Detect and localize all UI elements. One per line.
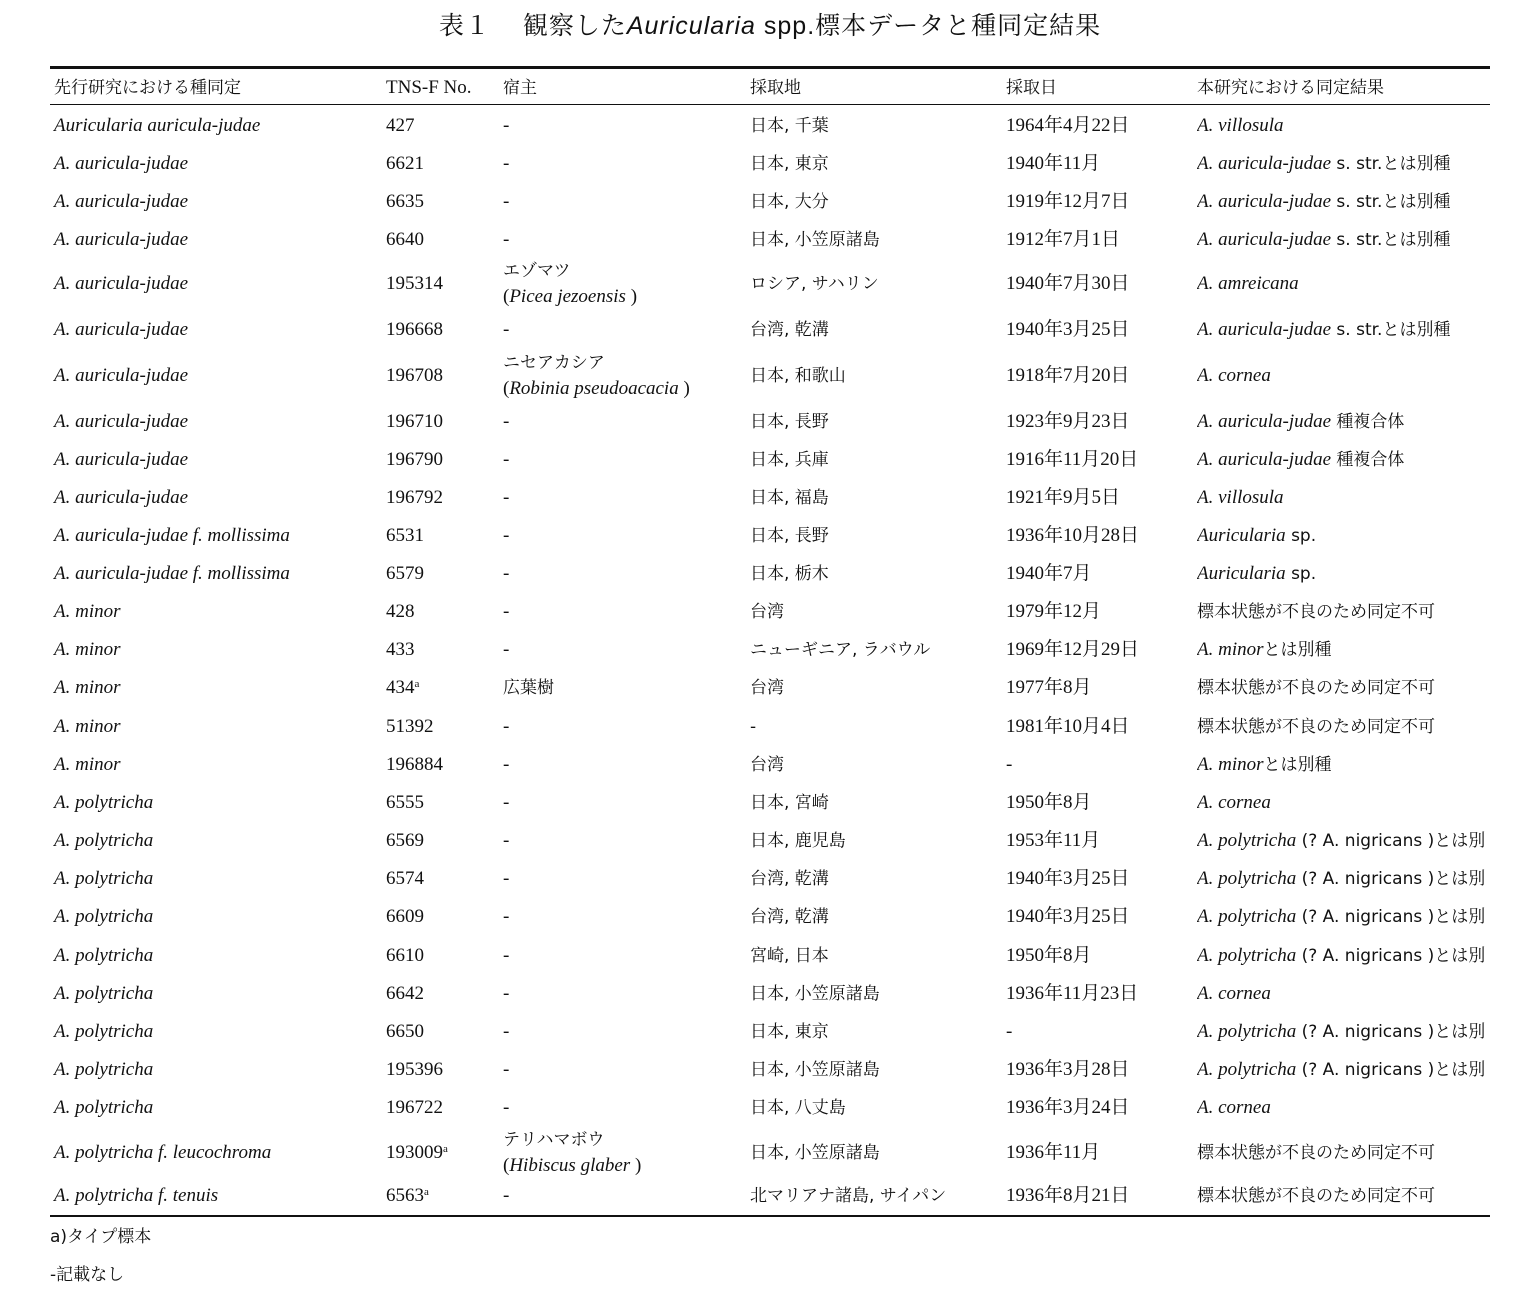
host-name: - [503,1021,510,1042]
tns-number-value: 196792 [386,487,443,508]
collection-date: 1950年8月 [1006,945,1092,966]
host-name: - [503,639,510,660]
identification-result [1197,676,1490,700]
tns-number [386,600,415,624]
prev-identification: A. auricula-judae f. mollissima [54,525,290,546]
tns-number [386,753,443,777]
collection-date: 1969年12月29日 [1006,639,1140,660]
tns-number [386,905,424,929]
identification-result [1197,1020,1490,1044]
locality: - [750,717,757,737]
prev-identification: A. minor [54,601,121,622]
host-name: - [503,868,510,889]
tns-number-value: 6635 [386,191,424,212]
result-note: s. str.とは別種 [1331,192,1451,212]
header-date: 採取日 [1006,78,1057,98]
type-specimen-mark: a [424,1186,429,1198]
collection-date: 1916年11月20日 [1006,449,1139,470]
tns-number [386,410,443,434]
paren-open: ( [503,1155,510,1176]
result-taxon: A. polytricha [1197,830,1297,851]
result-taxon: A. auricula-judae [1197,153,1332,174]
paren-close: ) [630,1155,642,1176]
locality: ロシア, サハリン [750,274,879,294]
tns-number [386,486,443,510]
collection-date: 1940年7月30日 [1006,273,1130,294]
tns-number [386,448,443,472]
locality: 台湾, 乾溝 [750,907,829,927]
identification-result [1197,1184,1490,1208]
host-name: - [503,411,510,432]
bottom-rule [50,1215,1490,1217]
locality: 台湾, 乾溝 [750,320,829,340]
prev-identification: A. auricula-judae [54,449,189,470]
tns-number [386,114,415,138]
identification-result [1197,753,1490,777]
host-name: - [503,525,510,546]
collection-date: 1977年8月 [1006,677,1092,698]
tns-number [386,190,424,214]
title-genus: Auricularia [626,12,756,40]
locality: 日本, 和歌山 [750,366,846,386]
host-name: ニセアカシア [503,353,605,373]
locality: 日本, 小笠原諸島 [750,1143,880,1163]
result-note: (? A. nigricans )とは別 [1296,1060,1486,1080]
tns-number [386,867,424,891]
prev-identification: A. polytricha f. leucochroma [54,1142,272,1163]
tns-number-value: 6563 [386,1185,424,1206]
tns-number [386,791,424,815]
result-taxon: A. polytricha [1197,945,1297,966]
identification-result [1197,1058,1490,1082]
collection-date: 1918年7月20日 [1006,365,1130,386]
prev-identification: A. minor [54,677,121,698]
locality: 北マリアナ諸島, サイパン [750,1186,947,1206]
result-note: 種複合体 [1331,450,1405,470]
tns-number [386,715,434,739]
host-name: - [503,906,510,927]
result-taxon: A. cornea [1197,365,1271,386]
result-note: s. str.とは別種 [1331,320,1451,340]
collection-date: 1936年3月24日 [1006,1097,1130,1118]
result-taxon: A. minor [1197,639,1264,660]
result-taxon: A. auricula-judae [1197,411,1332,432]
prev-identification: A. polytricha [54,945,154,966]
tns-number [386,364,443,388]
locality: 台湾 [750,755,784,775]
prev-identification: A. auricula-judae [54,487,189,508]
tns-number-value: 6610 [386,945,424,966]
tns-number-value: 6640 [386,229,424,250]
collection-date: 1979年12月 [1006,601,1102,622]
tns-number-value: 195396 [386,1059,443,1080]
tns-number-value: 195314 [386,273,443,294]
identification-result [1197,524,1490,548]
paren-open: ( [503,378,510,399]
tns-number-value: 196884 [386,754,443,775]
locality: 日本, 八丈島 [750,1098,846,1118]
result-taxon: A. villosula [1197,115,1284,136]
tns-number [386,562,424,586]
host-name: - [503,191,510,212]
prev-identification: A. polytricha [54,1097,154,1118]
result-note: 標本状態が不良のため同定不可 [1197,1186,1435,1206]
title-post: 標本データと種同定結果 [815,11,1102,40]
identification-result [1197,829,1490,853]
tns-number-value: 6555 [386,792,424,813]
tns-number-value: 428 [386,601,415,622]
tns-number [386,228,424,252]
result-note: 標本状態が不良のため同定不可 [1197,717,1435,737]
locality: 日本, 鹿児島 [750,831,846,851]
locality: 宮崎, 日本 [750,946,829,966]
result-taxon: A. polytricha [1197,906,1297,927]
tns-number [386,829,424,853]
result-note: 種複合体 [1331,412,1405,432]
locality: 日本, 小笠原諸島 [750,984,880,1004]
collection-date: 1936年10月28日 [1006,525,1140,546]
collection-date: 1940年3月25日 [1006,906,1130,927]
prev-identification: A. auricula-judae [54,411,189,432]
host-name: - [503,716,510,737]
prev-identification: A. auricula-judae [54,153,189,174]
collection-date: 1950年8月 [1006,792,1092,813]
result-taxon: A. polytricha [1197,868,1297,889]
collection-date: 1940年7月 [1006,563,1092,584]
identification-result [1197,600,1490,624]
result-taxon: A. auricula-judae [1197,449,1332,470]
locality: 日本, 宮崎 [750,793,829,813]
host-name: - [503,229,510,250]
prev-identification: Auricularia auricula-judae [54,115,261,136]
identification-result [1197,190,1490,214]
tns-number [386,152,424,176]
host-name: エゾマツ [503,261,571,281]
collection-date: 1923年9月23日 [1006,411,1130,432]
result-note: 標本状態が不良のため同定不可 [1197,602,1435,622]
host-name: - [503,153,510,174]
host-name: - [503,830,510,851]
result-note: s. str.とは別種 [1331,230,1451,250]
result-taxon: A. auricula-judae [1197,191,1332,212]
header-locality: 採取地 [750,78,801,98]
host-name: - [503,601,510,622]
identification-result [1197,114,1490,138]
host-name: 広葉樹 [503,678,554,698]
identification-result [1197,1096,1490,1120]
collection-date: 1940年11月 [1006,153,1101,174]
prev-identification: A. polytricha [54,1059,154,1080]
identification-result [1197,1141,1490,1165]
collection-date: 1936年8月21日 [1006,1185,1130,1206]
host-name: - [503,792,510,813]
host-scientific-name [503,284,637,309]
host-name: - [503,1097,510,1118]
result-note: sp. [1285,564,1317,584]
identification-result [1197,715,1490,739]
locality: 日本, 東京 [750,154,829,174]
tns-number-value: 427 [386,115,415,136]
identification-result [1197,410,1490,434]
type-specimen-mark: a [443,1143,448,1155]
collection-date: 1964年4月22日 [1006,115,1130,136]
tns-number [386,272,443,296]
collection-date: 1936年11月23日 [1006,983,1139,1004]
table-title [0,6,1540,42]
host-sci-text: Robinia pseudoacacia [509,378,679,399]
collection-date: 1940年3月25日 [1006,319,1130,340]
tns-number [386,1020,424,1044]
result-taxon: A. villosula [1197,487,1284,508]
table-number: 表１ [438,11,491,40]
tns-number-value: 6531 [386,525,424,546]
prev-identification: A. polytricha [54,983,154,1004]
locality: 日本, 東京 [750,1022,829,1042]
collection-date: 1936年11月 [1006,1142,1101,1163]
locality: 日本, 大分 [750,192,829,212]
tns-number-value: 51392 [386,716,434,737]
host-name: - [503,563,510,584]
tns-number-value: 6621 [386,153,424,174]
tns-number-value: 6574 [386,868,424,889]
host-sci-text: Picea jezoensis [509,286,626,307]
tns-number [386,1184,429,1208]
paren-close: ) [625,286,638,307]
collection-date: 1912年7月1日 [1006,229,1121,250]
locality: 日本, 福島 [750,488,829,508]
collection-date: - [1006,1021,1013,1042]
tns-number-value: 434 [386,677,415,698]
result-taxon: A. cornea [1197,983,1271,1004]
identification-result [1197,638,1490,662]
prev-identification: A. auricula-judae [54,229,189,250]
host-name: - [503,1059,510,1080]
prev-identification: A. auricula-judae f. mollissima [54,563,290,584]
locality: 日本, 小笠原諸島 [750,1060,880,1080]
tns-number [386,982,424,1006]
locality: 台湾, 乾溝 [750,869,829,889]
result-note: s. str.とは別種 [1331,154,1451,174]
tns-number-value: 196790 [386,449,443,470]
tns-number [386,1058,443,1082]
identification-result [1197,318,1490,342]
tns-number-value: 6579 [386,563,424,584]
prev-identification: A. polytricha [54,906,154,927]
tns-number [386,1141,448,1165]
result-note: (? A. nigricans )とは別 [1296,1022,1486,1042]
result-taxon: A. auricula-judae [1197,229,1332,250]
locality: 台湾 [750,602,784,622]
identification-result [1197,228,1490,252]
prev-identification: A. polytricha [54,792,154,813]
tns-number-value: 6569 [386,830,424,851]
locality: 日本, 兵庫 [750,450,829,470]
tns-number-value: 6650 [386,1021,424,1042]
tns-number [386,638,415,662]
top-rule [50,66,1490,69]
header-rule [50,104,1490,105]
tns-number-value: 196668 [386,319,443,340]
collection-date: 1921年9月5日 [1006,487,1121,508]
prev-identification: A. minor [54,754,121,775]
prev-identification: A. polytricha [54,1021,154,1042]
host-name: - [503,945,510,966]
identification-result [1197,448,1490,472]
host-name: - [503,319,510,340]
result-taxon: Auricularia [1197,525,1286,546]
result-note: (? A. nigricans )とは別 [1296,831,1486,851]
tns-number [386,524,424,548]
type-specimen-mark: a [414,678,420,690]
host-scientific-name [503,376,690,401]
header-host: 宿主 [503,78,537,98]
identification-result [1197,791,1490,815]
result-note: 標本状態が不良のため同定不可 [1197,1143,1435,1163]
result-note: とは別種 [1263,755,1332,775]
collection-date: 1919年12月7日 [1006,191,1130,212]
result-note: 標本状態が不良のため同定不可 [1197,678,1435,698]
collection-date: 1981年10月4日 [1006,716,1130,737]
result-taxon: Auricularia [1197,563,1286,584]
result-taxon: A. amreicana [1197,273,1299,294]
prev-identification: A. auricula-judae [54,365,189,386]
host-name: - [503,449,510,470]
host-sci-text: Hibiscus glaber [509,1155,631,1176]
tns-number [386,676,419,700]
locality: 日本, 長野 [750,526,829,546]
result-note: sp. [1285,526,1317,546]
tns-number [386,318,443,342]
result-taxon: A. cornea [1197,792,1271,813]
prev-identification: A. polytricha [54,830,154,851]
result-note: とは別種 [1263,640,1332,660]
locality: 日本, 小笠原諸島 [750,230,880,250]
tns-number-value: 6609 [386,906,424,927]
locality: 日本, 千葉 [750,116,829,136]
host-name: - [503,115,510,136]
paren-close: ) [678,378,690,399]
host-scientific-name [503,1153,641,1178]
collection-date: 1953年11月 [1006,830,1101,851]
host-name: - [503,983,510,1004]
prev-identification: A. minor [54,716,121,737]
tns-number [386,944,424,968]
result-note: (? A. nigricans )とは別 [1296,869,1486,889]
tns-number-value: 196710 [386,411,443,432]
title-spp: spp. [755,12,816,40]
collection-date: - [1006,754,1013,775]
result-taxon: A. cornea [1197,1097,1271,1118]
prev-identification: A. polytricha f. tenuis [54,1185,219,1206]
result-taxon: A. auricula-judae [1197,319,1332,340]
title-pre: 観察した [522,11,627,40]
result-taxon: A. polytricha [1197,1059,1297,1080]
identification-result [1197,905,1490,929]
collection-date: 1940年3月25日 [1006,868,1130,889]
prev-identification: A. polytricha [54,868,154,889]
locality: 台湾 [750,678,784,698]
footnote-type: a)タイプ標本 [50,1227,152,1247]
header-tns-no: TNS-F No. [386,77,472,98]
tns-number-value: 193009 [386,1142,443,1163]
identification-result [1197,272,1490,296]
paren-open: ( [503,286,510,307]
host-name: - [503,1185,510,1206]
prev-identification: A. minor [54,639,121,660]
prev-identification: A. auricula-judae [54,319,189,340]
prev-identification: A. auricula-judae [54,191,189,212]
host-name: - [503,487,510,508]
identification-result [1197,486,1490,510]
host-name: テリハマボウ [503,1130,605,1150]
tns-number-value: 196708 [386,365,443,386]
identification-result [1197,944,1490,968]
host-name: - [503,754,510,775]
tns-number-value: 196722 [386,1097,443,1118]
identification-result [1197,867,1490,891]
tns-number [386,1096,443,1120]
locality: 日本, 長野 [750,412,829,432]
result-taxon: A. minor [1197,754,1264,775]
result-note: (? A. nigricans )とは別 [1296,946,1486,966]
footnote-no-record: -記載なし [50,1265,125,1285]
identification-result [1197,562,1490,586]
result-note: (? A. nigricans )とは別 [1296,907,1486,927]
identification-result [1197,364,1490,388]
identification-result [1197,152,1490,176]
locality: ニューギニア, ラバウル [750,640,931,660]
header-prev-identification: 先行研究における種同定 [54,78,241,98]
prev-identification: A. auricula-judae [54,273,189,294]
locality: 日本, 栃木 [750,564,829,584]
collection-date: 1936年3月28日 [1006,1059,1130,1080]
header-result: 本研究における同定結果 [1197,78,1384,98]
tns-number-value: 433 [386,639,415,660]
tns-number-value: 6642 [386,983,424,1004]
result-taxon: A. polytricha [1197,1021,1297,1042]
identification-result [1197,982,1490,1006]
